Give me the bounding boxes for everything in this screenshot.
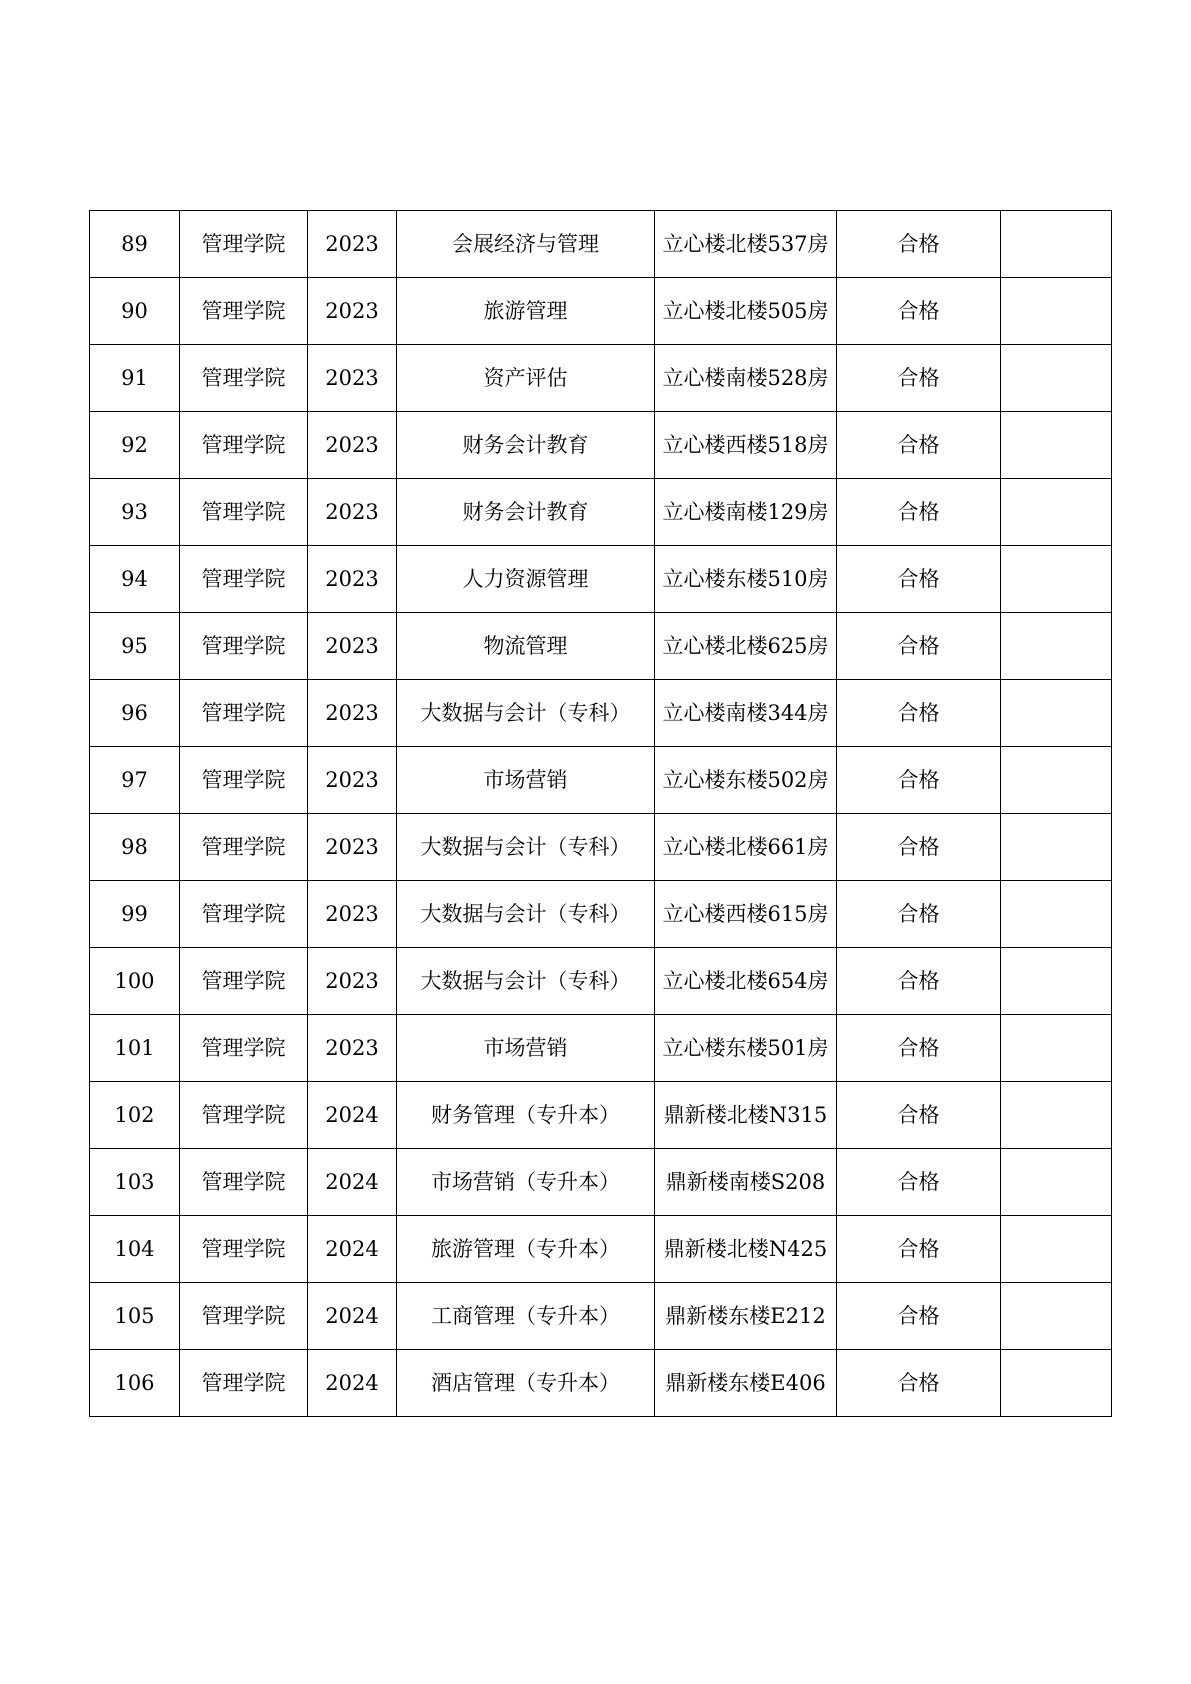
major-cell: 人力资源管理	[397, 546, 655, 613]
row-number-cell: 92	[90, 412, 180, 479]
table-row	[90, 211, 1112, 278]
major-cell: 大数据与会计（专科）	[397, 814, 655, 881]
table-row	[90, 814, 1112, 881]
note-cell	[1001, 1149, 1112, 1216]
row-number-cell: 102	[90, 1082, 180, 1149]
note-cell	[1001, 412, 1112, 479]
major-cell: 财务会计教育	[397, 479, 655, 546]
row-number-cell: 89	[90, 211, 180, 278]
table-row	[90, 1015, 1112, 1082]
note-cell	[1001, 1350, 1112, 1417]
result-cell: 合格	[837, 948, 1001, 1015]
college-cell: 管理学院	[180, 1082, 308, 1149]
room-cell: 立心楼北楼505房	[655, 278, 837, 345]
year-cell: 2023	[308, 814, 397, 881]
year-cell: 2023	[308, 211, 397, 278]
major-cell: 财务会计教育	[397, 412, 655, 479]
row-number-cell: 106	[90, 1350, 180, 1417]
year-cell: 2024	[308, 1082, 397, 1149]
result-cell: 合格	[837, 546, 1001, 613]
year-cell: 2024	[308, 1216, 397, 1283]
college-cell: 管理学院	[180, 479, 308, 546]
room-cell: 立心楼西楼518房	[655, 412, 837, 479]
college-cell: 管理学院	[180, 747, 308, 814]
year-cell: 2023	[308, 680, 397, 747]
table-row	[90, 881, 1112, 948]
result-cell: 合格	[837, 278, 1001, 345]
row-number-cell: 95	[90, 613, 180, 680]
room-cell: 立心楼南楼129房	[655, 479, 837, 546]
row-number-cell: 101	[90, 1015, 180, 1082]
major-cell: 大数据与会计（专科）	[397, 881, 655, 948]
note-cell	[1001, 948, 1112, 1015]
result-cell: 合格	[837, 613, 1001, 680]
college-cell: 管理学院	[180, 613, 308, 680]
note-cell	[1001, 345, 1112, 412]
table-row	[90, 613, 1112, 680]
room-cell: 立心楼西楼615房	[655, 881, 837, 948]
table-row	[90, 278, 1112, 345]
room-cell: 鼎新楼北楼N425	[655, 1216, 837, 1283]
row-number-cell: 100	[90, 948, 180, 1015]
row-number-cell: 93	[90, 479, 180, 546]
table-row	[90, 948, 1112, 1015]
college-cell: 管理学院	[180, 1149, 308, 1216]
major-cell: 财务管理（专升本）	[397, 1082, 655, 1149]
result-cell: 合格	[837, 1216, 1001, 1283]
note-cell	[1001, 1283, 1112, 1350]
major-cell: 会展经济与管理	[397, 211, 655, 278]
college-cell: 管理学院	[180, 1015, 308, 1082]
room-cell: 鼎新楼南楼S208	[655, 1149, 837, 1216]
year-cell: 2023	[308, 881, 397, 948]
room-cell: 鼎新楼东楼E212	[655, 1283, 837, 1350]
result-cell: 合格	[837, 1350, 1001, 1417]
result-cell: 合格	[837, 1015, 1001, 1082]
table-row	[90, 546, 1112, 613]
table-row	[90, 412, 1112, 479]
year-cell: 2023	[308, 747, 397, 814]
room-cell: 立心楼北楼625房	[655, 613, 837, 680]
note-cell	[1001, 1216, 1112, 1283]
major-cell: 工商管理（专升本）	[397, 1283, 655, 1350]
room-cell: 立心楼东楼510房	[655, 546, 837, 613]
row-number-cell: 104	[90, 1216, 180, 1283]
table-row	[90, 1082, 1112, 1149]
result-cell: 合格	[837, 1082, 1001, 1149]
row-number-cell: 98	[90, 814, 180, 881]
result-cell: 合格	[837, 1283, 1001, 1350]
year-cell: 2023	[308, 948, 397, 1015]
room-cell: 立心楼东楼501房	[655, 1015, 837, 1082]
major-cell: 大数据与会计（专科）	[397, 948, 655, 1015]
major-cell: 市场营销	[397, 1015, 655, 1082]
row-number-cell: 91	[90, 345, 180, 412]
result-cell: 合格	[837, 747, 1001, 814]
major-cell: 酒店管理（专升本）	[397, 1350, 655, 1417]
college-cell: 管理学院	[180, 546, 308, 613]
note-cell	[1001, 747, 1112, 814]
room-cell: 立心楼北楼654房	[655, 948, 837, 1015]
note-cell	[1001, 1082, 1112, 1149]
year-cell: 2023	[308, 1015, 397, 1082]
table-row	[90, 1283, 1112, 1350]
table-row	[90, 1216, 1112, 1283]
college-cell: 管理学院	[180, 1283, 308, 1350]
result-cell: 合格	[837, 881, 1001, 948]
year-cell: 2024	[308, 1283, 397, 1350]
note-cell	[1001, 278, 1112, 345]
major-cell: 市场营销	[397, 747, 655, 814]
table-row	[90, 1350, 1112, 1417]
college-cell: 管理学院	[180, 948, 308, 1015]
note-cell	[1001, 814, 1112, 881]
room-cell: 立心楼东楼502房	[655, 747, 837, 814]
row-number-cell: 96	[90, 680, 180, 747]
major-cell: 大数据与会计（专科）	[397, 680, 655, 747]
major-cell: 物流管理	[397, 613, 655, 680]
year-cell: 2024	[308, 1149, 397, 1216]
major-cell: 旅游管理	[397, 278, 655, 345]
table-row	[90, 479, 1112, 546]
row-number-cell: 105	[90, 1283, 180, 1350]
row-number-cell: 99	[90, 881, 180, 948]
result-cell: 合格	[837, 1149, 1001, 1216]
college-cell: 管理学院	[180, 345, 308, 412]
table-row	[90, 747, 1112, 814]
result-cell: 合格	[837, 479, 1001, 546]
college-cell: 管理学院	[180, 881, 308, 948]
result-cell: 合格	[837, 680, 1001, 747]
note-cell	[1001, 1015, 1112, 1082]
note-cell	[1001, 211, 1112, 278]
year-cell: 2023	[308, 412, 397, 479]
room-cell: 立心楼南楼528房	[655, 345, 837, 412]
college-cell: 管理学院	[180, 680, 308, 747]
college-cell: 管理学院	[180, 1350, 308, 1417]
note-cell	[1001, 881, 1112, 948]
year-cell: 2023	[308, 278, 397, 345]
college-cell: 管理学院	[180, 278, 308, 345]
room-cell: 立心楼北楼537房	[655, 211, 837, 278]
room-cell: 鼎新楼东楼E406	[655, 1350, 837, 1417]
result-cell: 合格	[837, 211, 1001, 278]
year-cell: 2023	[308, 345, 397, 412]
note-cell	[1001, 613, 1112, 680]
table-body	[90, 211, 1112, 1417]
result-cell: 合格	[837, 814, 1001, 881]
table-row	[90, 345, 1112, 412]
inspection-table	[89, 210, 1112, 1417]
year-cell: 2023	[308, 479, 397, 546]
major-cell: 资产评估	[397, 345, 655, 412]
note-cell	[1001, 479, 1112, 546]
table-row	[90, 680, 1112, 747]
year-cell: 2023	[308, 613, 397, 680]
major-cell: 市场营销（专升本）	[397, 1149, 655, 1216]
room-cell: 鼎新楼北楼N315	[655, 1082, 837, 1149]
college-cell: 管理学院	[180, 211, 308, 278]
major-cell: 旅游管理（专升本）	[397, 1216, 655, 1283]
college-cell: 管理学院	[180, 1216, 308, 1283]
note-cell	[1001, 546, 1112, 613]
year-cell: 2024	[308, 1350, 397, 1417]
row-number-cell: 90	[90, 278, 180, 345]
row-number-cell: 103	[90, 1149, 180, 1216]
row-number-cell: 94	[90, 546, 180, 613]
note-cell	[1001, 680, 1112, 747]
room-cell: 立心楼北楼661房	[655, 814, 837, 881]
college-cell: 管理学院	[180, 814, 308, 881]
result-cell: 合格	[837, 345, 1001, 412]
result-cell: 合格	[837, 412, 1001, 479]
row-number-cell: 97	[90, 747, 180, 814]
year-cell: 2023	[308, 546, 397, 613]
room-cell: 立心楼南楼344房	[655, 680, 837, 747]
college-cell: 管理学院	[180, 412, 308, 479]
table-row	[90, 1149, 1112, 1216]
